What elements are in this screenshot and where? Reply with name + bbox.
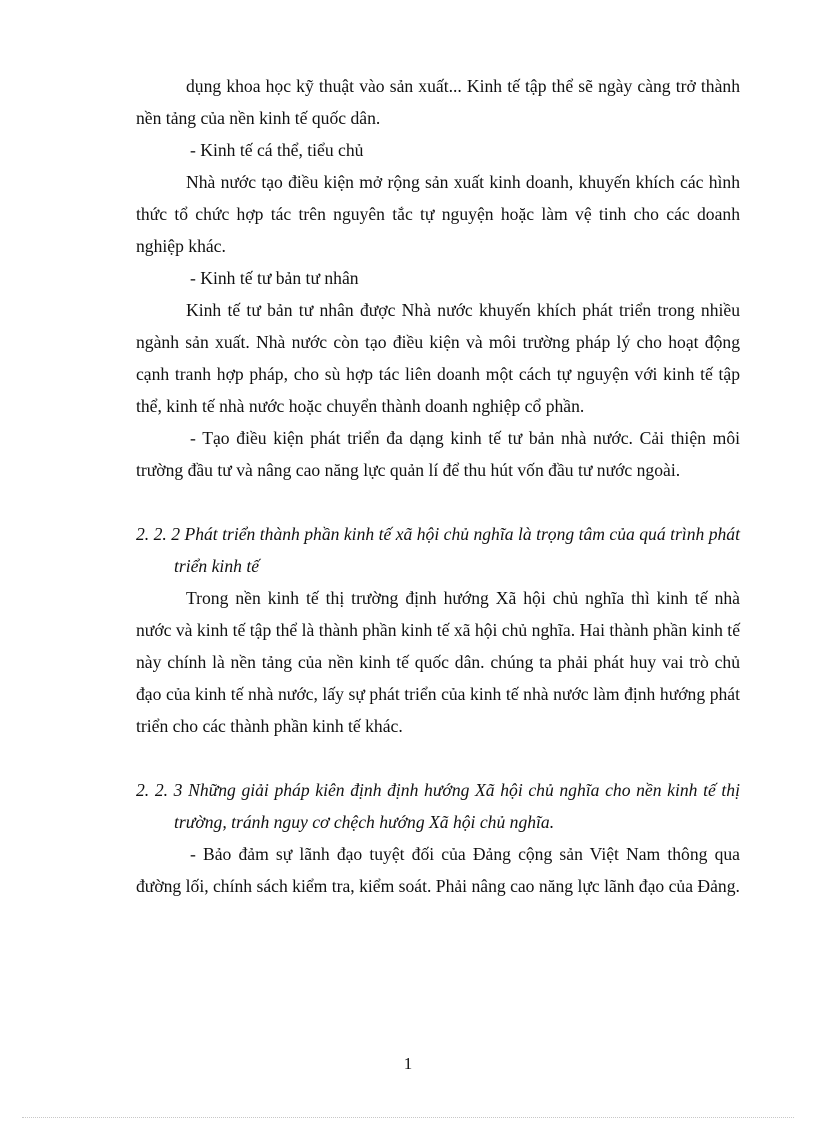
section-heading-2-2-2: 2. 2. 2 Phát triển thành phần kinh tế xã hội chủ nghĩa là trọng tâm của quá trình phát triển kinh tế (136, 524, 740, 576)
list-item-private-capital: - Kinh tế tư bản tư nhân (190, 268, 359, 288)
paragraph-individual-economy: Nhà nước tạo điều kiện mở rộng sản xuất kinh doanh, khuyến khích các hình thức tổ chức hợp tác trên nguyên tắc tự nguyện hoặc làm vệ tinh cho các doanh nghiệp khác. (136, 172, 740, 256)
body-text (136, 70, 740, 902)
paragraph-spacer (136, 742, 740, 774)
list-item-party-leadership: - Bảo đảm sự lãnh đạo tuyệt đối của Đảng cộng sản Việt Nam thông qua đường lối, chính sách kiểm tra, kiểm soát. Phải nâng cao năng lực lãnh đạo của Đảng. (136, 844, 740, 896)
list-item-individual-economy: - Kinh tế cá thể, tiểu chủ (190, 140, 364, 160)
list-item-state-capital: - Tạo điều kiện phát triển đa dạng kinh tế tư bản nhà nước. Cải thiện môi trường đầu tư và nâng cao năng lực quản lí để thu hút vốn đầu tư nước ngoài. (136, 428, 740, 480)
paragraph-spacer (136, 486, 740, 518)
paragraph-private-capital: Kinh tế tư bản tư nhân được Nhà nước khuyến khích phát triển trong nhiều ngành sản xuất. Nhà nước còn tạo điều kiện và môi trường pháp lý cho hoạt động cạnh tranh hợp pháp, cho sù hợp tác liên doanh một cách tự nguyện với kinh tế tập thể, kinh tế nhà nước hoặc chuyển thành doanh nghiệp cổ phần. (136, 300, 740, 416)
footer-divider (22, 1117, 794, 1118)
page-number: 1 (403, 1054, 413, 1073)
paragraph-continuation: dụng khoa học kỹ thuật vào sản xuất... Kinh tế tập thể sẽ ngày càng trở thành nền tảng của nền kinh tế quốc dân. (136, 76, 740, 128)
paragraph-socialist-sector: Trong nền kinh tế thị trường định hướng Xã hội chủ nghĩa thì kinh tế nhà nước và kinh tế tập thể là thành phần kinh tế xã hội chủ nghĩa. Hai thành phần kinh tế này chính là nền tảng của nền kinh tế quốc dân. chúng ta phải phát huy vai trò chủ đạo của kinh tế nhà nước, lấy sự phát triển của kinh tế nhà nước làm định hướng phát triển cho các thành phần kinh tế khác. (136, 588, 740, 736)
section-heading-2-2-3: 2. 2. 3 Những giải pháp kiên định định hướng Xã hội chủ nghĩa cho nền kinh tế thị trường, tránh nguy cơ chệch hướng Xã hội chủ nghĩa. (136, 780, 740, 832)
